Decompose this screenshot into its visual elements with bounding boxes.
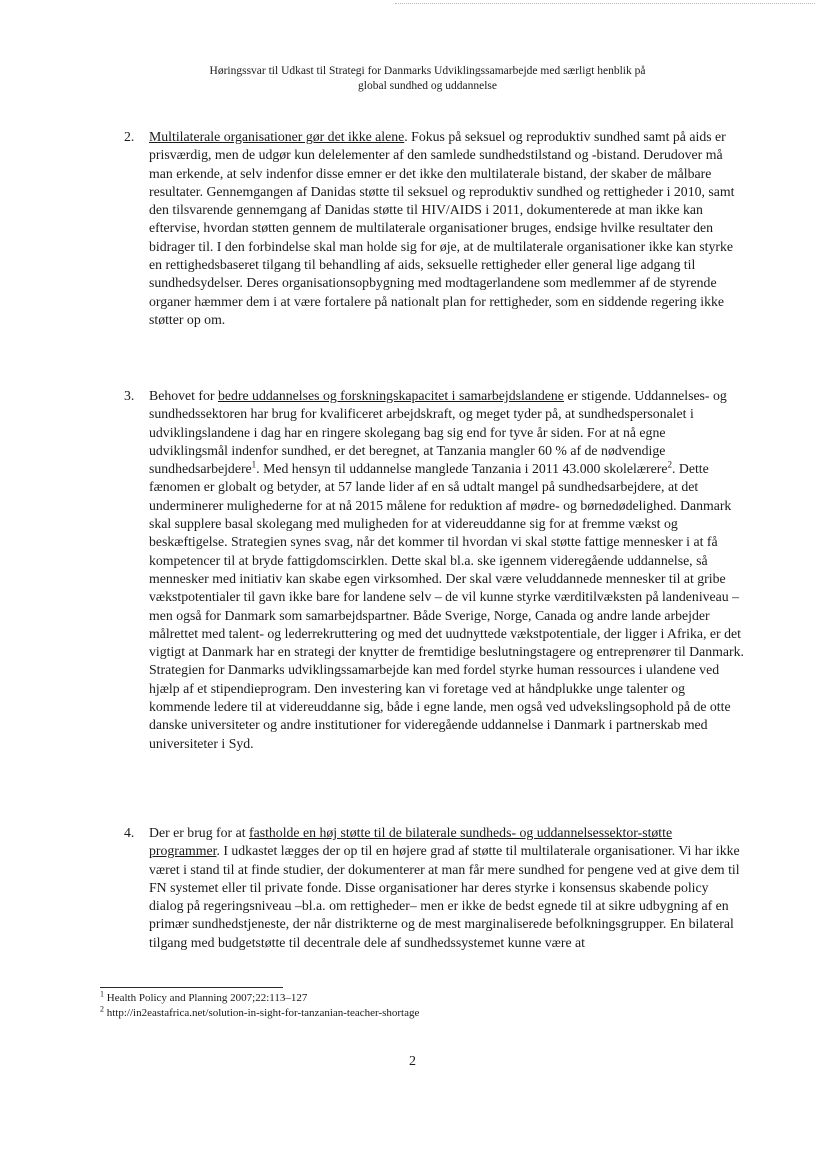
footnote-link-text: http://in2eastafrica.net/solution-in-sight-for-tanzanian-teacher-shortage <box>104 1007 420 1019</box>
scan-artifact-line <box>395 3 815 4</box>
footnote-ref-1: 1 <box>251 459 257 470</box>
item-text-part-c: . Dette fænomen er globalt og betyder, at 57 lande lider af en så udtalt mangel på sundhedsarbejdere, at det underminerer mulighederne for at nå 2015 målene for reduktion af mødre- og børnedødelighed. Danmark skal supplere basal skolegang med muligheden for at videreuddanne sig for at fremme vækst og beskæftigelse. Strategien synes svag, når det kommer til hvordan vi skal støtte fattige mennesker i at få kompetencer til at bryde fattigdomscirklen. Dette skal bl.a. ske igennem videregående uddannelse, så mennesker med initiativ kan skabe egen virksomhed. Der skal være veluddannede mennesker til at gribe vækstpotentialer til gavn ikke bare for landene selv – de vil kunne styrke værditilvæksten på landeniveau – men også for Danmark som samarbejdspartner. Både Sverige, Norge, Canada og andre lande arbejder målrettet med talent- og lederrekruttering og med det uudnyttede vækstpotentiale, der ligger i Afrika, er det vigtigt at Danmark har en strategi der knytter de fremtidige beslutningstagere og entreprenører til Danmark. Strategien for Danmarks udviklingssamarbejde kan med fordel styrke human ressources i ulandene ved hjælp af et stipendieprogram. Den investering kan vi foretage ved at håndplukke unge talenter og kommende ledere til at videreuddanne sig, både i egne lande, men også ved udvekslingsophold på de otte danske universiteter og andre institutioner for videregående uddannelse i Danmark i partnerskab med universiteter i Syd. <box>149 461 744 751</box>
footnote-mark: 2 <box>100 1004 104 1014</box>
page-number: 2 <box>409 1054 416 1069</box>
footnote-text: Health Policy and Planning 2007;22:113–127 <box>104 992 308 1004</box>
item-heading: Multilaterale organisationer gør det ikke alene <box>149 129 405 144</box>
item-text-part-a: er stigende. Uddannelses- og sundhedssektoren har brug for kvalificeret arbejdskraft, og meget tyder på, at sundhedspersonalet i udviklingslandene i dag har en ringere skolegang bag sig end for tyve år siden. For at nå egne udviklingsmål indenfor sundhed, er det beregnet, at Tanzania mangler 60 % af de nødvendige sundhedsarbejdere <box>149 388 727 477</box>
item-body <box>149 387 744 753</box>
list-item-4 <box>124 824 744 952</box>
list-item-2 <box>124 128 744 329</box>
item-lead: Der er brug for at <box>149 825 249 840</box>
footnotes <box>100 991 700 1021</box>
item-lead: Behovet for <box>149 388 218 403</box>
item-text: . Fokus på seksuel og reproduktiv sundhed samt på aids er prisværdig, men de udgør kun delelementer af den samlede sundhedstilstand og -bistand. Derudover må man erkende, at selv indenfor disse emner er det ikke den multilaterale bistand, der skaber de målbare resultater. Gennemgangen af Danidas støtte til seksuel og reproduktiv sundhed og rettigheder i 2010, samt den tilsvarende gennemgang af Danidas støtte til HIV/AIDS i 2011, dokumenterede at man ikke kan eftervise, hvordan støtten gennem de multilaterale organisationer bruges, endsige hvilke resultater den bidrager til. I den forbindelse skal man holde sig for øje, at de multilaterale organisationer ikke kan styrke en rettighedsbaseret tilgang til behandling af aids, seksuelle rettigheder eller general lige adgang til sundhedsydelser. Deres organisationsopbygning med modtagerlandene som medlemmer af de styrende organer hæmmer dem i at være fortalere på nationalt plan for rettigheder, som en siddende regering ikke støtter op om. <box>149 129 735 327</box>
footnote-separator <box>100 987 283 988</box>
item-text: . I udkastet lægges der op til en højere grad af støtte til multilaterale organisationer. Vi har ikke været i stand til at finde studier, der dokumenterer at man får mere sundhed for pengene ved at give dem til FN systemet eller til private fonde. Disse organisationer har deres styrke i konsensus skabende policy dialog på regeringsniveau –bl.a. om rettigheder– men er ikke de bedst egnede til at sikre udbygning af en primær sundhedstjeneste, der når distrikterne og de mest marginaliserede befolkningsgrupper. En bilateral tilgang med budgetstøtte til decentrale dele af sundhedssystemet kunne være at <box>149 843 740 950</box>
item-heading: bedre uddannelses og forskningskapacitet i samarbejdslandene <box>217 388 564 403</box>
item-number: 4. <box>124 825 135 840</box>
item-number: 3. <box>124 388 135 403</box>
list-item-3 <box>124 387 744 753</box>
header-line-2: global sundhed og uddannelse <box>358 79 497 92</box>
item-body <box>149 824 744 952</box>
item-number: 2. <box>124 129 135 144</box>
footnote-mark: 1 <box>100 989 104 999</box>
header-line-1: Høringssvar til Udkast til Strategi for Danmarks Udviklingssamarbejde med særligt henblik på <box>209 65 646 77</box>
page-header <box>150 64 705 93</box>
item-body <box>149 128 744 329</box>
footnote-1 <box>100 991 700 1006</box>
footnote-2 <box>100 1006 700 1021</box>
footnote-ref-2: 2 <box>667 459 672 470</box>
item-heading: fastholde en høj støtte til de bilaterale sundheds- og uddannelsessektor-støtte programmer <box>149 825 673 859</box>
item-text-part-b: . Med hensyn til uddannelse manglede Tanzania i 2011 43.000 skolelærere <box>256 461 668 477</box>
